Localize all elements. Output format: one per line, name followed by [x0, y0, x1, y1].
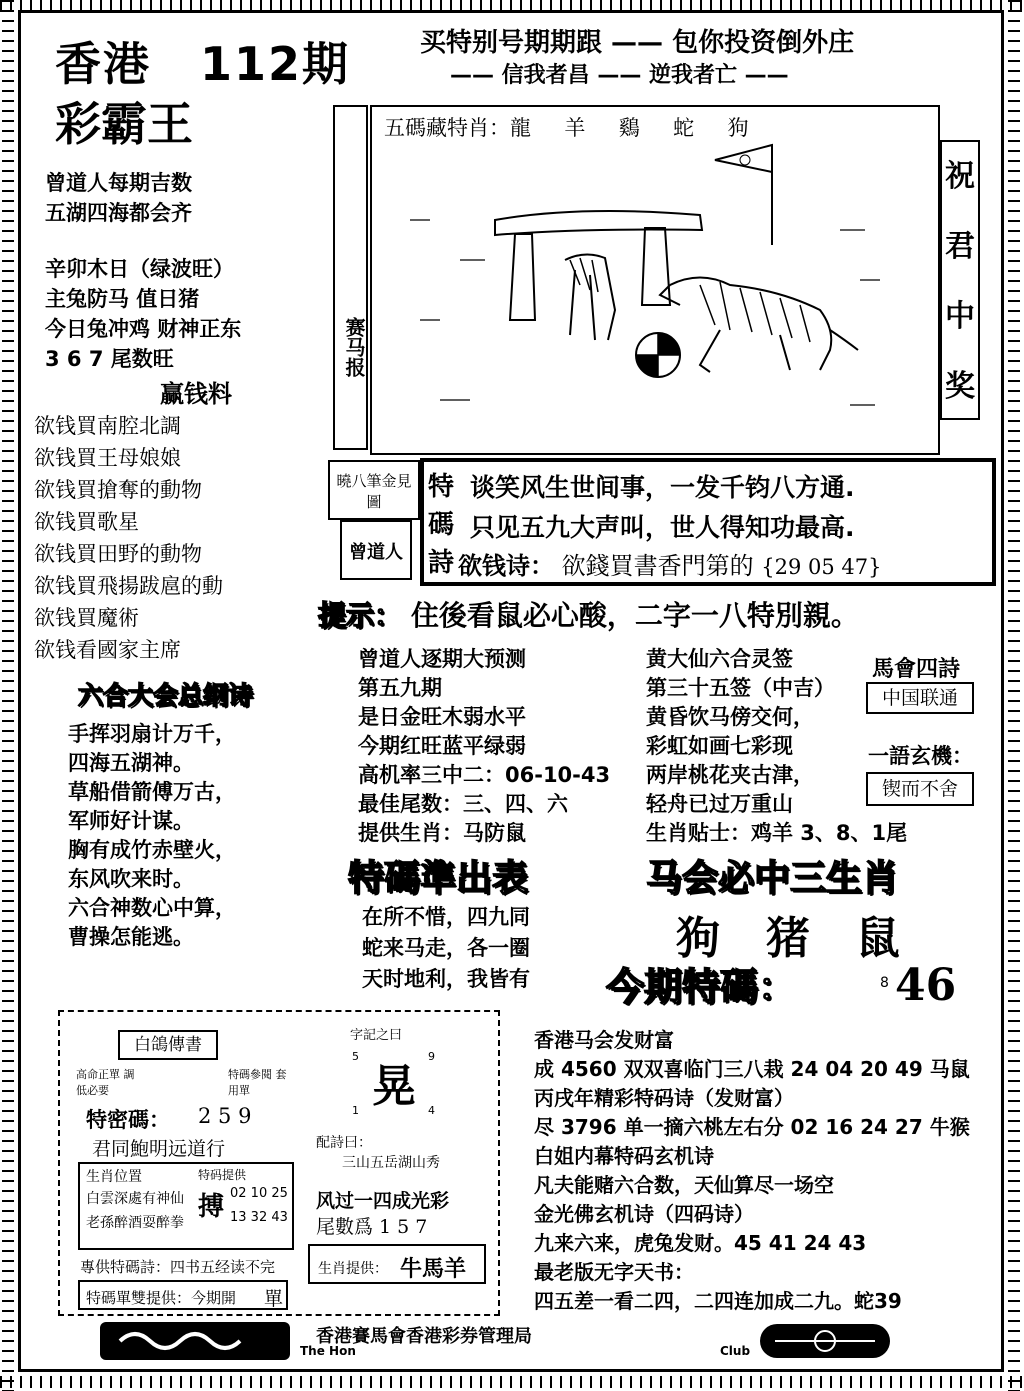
slogan-line-2: —— 信我者昌 —— 逆我者亡 ——: [450, 63, 789, 88]
wts-line: 黄昏饮马傍交何，: [646, 705, 814, 729]
win-item: 欲钱買田野的動物: [34, 542, 202, 566]
side-right-char: 中: [945, 299, 975, 334]
three-zodiac-animals: 狗 猪 鼠: [676, 913, 900, 964]
general-poem-line: 六合神数心中算，: [68, 896, 236, 920]
word-num: 9: [428, 1050, 435, 1063]
poem-tag: 碼: [428, 510, 455, 540]
general-poem-line: 军师好计谋。: [68, 809, 194, 833]
special-table: [362, 902, 530, 995]
win-item: 欲钱買魔術: [34, 606, 139, 630]
side-right-bar: [940, 140, 980, 420]
crane-block-value: 單: [264, 1288, 284, 1310]
prediction-line: 提供生肖：马防鼠: [358, 821, 526, 845]
win-item: 欲钱買南腔北調: [34, 414, 181, 438]
side-right-text: [942, 142, 978, 422]
intro-line: 曾道人每期吉数: [45, 171, 192, 195]
crane-zodiac-line: 白雲深處有神仙: [86, 1191, 184, 1207]
hk-jockey: [534, 1026, 970, 1316]
crane-zodiac-label: 生肖位置: [86, 1169, 142, 1185]
mystery-text: 锲而不舍: [866, 772, 974, 806]
footer-logo-right-icon: [760, 1324, 890, 1358]
crane-block-label: 特碼單雙提供：今期開: [86, 1289, 237, 1307]
crane-wind: 风过一四成光彩: [316, 1190, 450, 1212]
intro-line: 五湖四海都会齐: [45, 201, 192, 225]
general-poem: [68, 720, 236, 952]
zebra-illustration: [380, 110, 940, 450]
footer-org: 香港賽馬會香港彩券管理局: [316, 1326, 532, 1347]
stamp-top: 曉八筆金見圖: [328, 460, 420, 520]
wts-line: 黄大仙六合灵签: [646, 647, 793, 671]
hk-line: 四五差一看二四，二四连加成二九。蛇39: [534, 1289, 902, 1313]
poem4-text: 中国联通: [866, 682, 974, 714]
slogan-line-1: 买特别号期期跟 —— 包你投资倒外庄: [420, 28, 855, 58]
crane-zodiac-line: 老孫醉酒耍醉拳: [86, 1215, 184, 1231]
three-zodiac-title: 马会必中三生肖: [646, 858, 899, 899]
win-item: 欲钱買飛揚跋扈的動: [34, 574, 223, 598]
crane-right-note: 特碼參閱 套用單: [228, 1068, 287, 1097]
hint-text: 住後看鼠必心酸，二字一八特別親。: [410, 599, 859, 632]
right-border-dashes: [1008, 0, 1020, 1391]
zodiac-provide-label: 生肖提供：: [318, 1261, 388, 1277]
issue-special-num: 46: [895, 960, 957, 1011]
win-item: 欲钱買王母娘娘: [34, 446, 181, 470]
poem-line-3: [458, 546, 882, 581]
hint-line: [318, 594, 859, 634]
bottom-border-dashes: [0, 1376, 1024, 1388]
prediction-line: 最佳尾数：三、四、六: [358, 792, 568, 816]
crane-special-char: 搏: [198, 1192, 225, 1222]
wts-line: 轻舟已过万重山: [646, 792, 793, 816]
general-poem-line: 胸有成竹赤壁火，: [68, 838, 236, 862]
general-poem-line: 曹操怎能逃。: [68, 925, 194, 949]
general-poem-line: 四海五湖神。: [68, 751, 194, 775]
footer-logo-left: [100, 1322, 290, 1360]
general-poem-line: 草船借箭傅万古，: [68, 780, 236, 804]
day-info-line: 辛卯木日（绿波旺）: [45, 257, 234, 281]
header-subtitle: 彩霸王: [55, 97, 193, 151]
win-section-list: [34, 410, 223, 666]
hk-line: 金光佛玄机诗（四码诗）: [534, 1202, 754, 1226]
prediction-line: 高机率三中二：06-10-43: [358, 763, 611, 787]
prediction-line: 第五九期: [358, 676, 442, 700]
match-poem: 三山五岳湖山秀: [342, 1155, 440, 1171]
day-info-line: 主兔防马 值日猪: [45, 287, 200, 311]
day-info-line: 今日兔冲鸡 财神正东: [45, 317, 242, 341]
poem-tags: [428, 468, 454, 582]
crane-special-nums: 02 10 25: [230, 1186, 288, 1201]
side-right-char: 君: [945, 229, 975, 264]
crane-special-nums: 13 32 43: [230, 1210, 288, 1225]
poem-line-3-text: 欲錢買書香門第的: [561, 552, 754, 580]
general-poem-line: 东风吹来时。: [68, 867, 194, 891]
special-table-title: 特碼準出表: [348, 858, 529, 899]
side-left-bar: [333, 105, 368, 450]
poem-line-3-label: 欲钱诗：: [458, 552, 554, 580]
poem-tag: 特: [428, 472, 455, 502]
poem4-title: 馬會四詩: [872, 656, 961, 682]
general-poem-title: 六合大会总纲诗: [78, 681, 254, 710]
footer-eng-left: The Hon: [300, 1344, 356, 1358]
footer-eng-right: Club: [720, 1344, 751, 1358]
picture-caption: 五碼藏特肖：龍 羊 鷄 蛇 狗: [384, 116, 749, 140]
match-label: 配詩曰：: [316, 1135, 372, 1151]
side-right-char: 祝: [945, 159, 975, 194]
wts-line: 两岸桃花夹古津，: [646, 763, 814, 787]
crane-secret-poem: 君同鮑明远道行: [92, 1138, 226, 1160]
footer-logo-right: [760, 1324, 890, 1358]
hk-line: 成 4560 双双喜临门三八栽 24 04 20 49 马鼠: [534, 1057, 970, 1081]
header-issue: 112期: [200, 37, 351, 91]
day-info: [45, 254, 241, 374]
left-border-dashes: [2, 0, 14, 1391]
mystery-title: 一語玄機：: [868, 743, 973, 768]
poem-line-1: 谈笑风生世间事，一发千钧八方通.: [470, 473, 855, 502]
special-table-line: 在所不惜，四九同: [362, 905, 530, 929]
zodiac-provide-value: 牛馬羊: [400, 1256, 467, 1282]
win-item: 欲钱買搶奪的動物: [34, 478, 202, 502]
crane-tail: 尾數爲 1 5 7: [316, 1216, 428, 1238]
wts-line: 第三十五签（中吉）: [646, 676, 835, 700]
special-table-line: 天时地利，我皆有: [362, 967, 530, 991]
general-poem-line: 手挥羽扇计万千，: [68, 722, 236, 746]
wts-line: 彩虹如画七彩现: [646, 734, 793, 758]
word-num: 1: [352, 1104, 359, 1117]
wts-line: 生肖贴士：鸡羊 3、8、1尾: [646, 821, 908, 845]
zodiac-provide-box: [308, 1244, 486, 1284]
hk-line: 丙戌年精彩特码诗（发财富）: [534, 1086, 794, 1110]
word-num: 5: [352, 1050, 359, 1063]
crane-left-note: 高命正單 調低必要: [76, 1068, 135, 1097]
crane-title: 白鴿傳書: [118, 1030, 218, 1060]
word-char: 晃: [372, 1061, 416, 1112]
hk-line: 香港马会发财富: [534, 1028, 674, 1052]
crane-exclusive: 專供特碼詩：四书五经读不完: [80, 1258, 276, 1276]
issue-special-num-small: 8: [880, 975, 889, 991]
stamp-bottom: 曾道人: [340, 520, 412, 580]
prediction-line: 曾道人逐期大预测: [358, 647, 526, 671]
crane-block-box: [78, 1280, 288, 1310]
word-label: 字記之曰: [350, 1028, 403, 1043]
prediction: [358, 645, 610, 848]
win-section-title: 赢钱料: [160, 379, 232, 408]
special-table-line: 蛇来马走，各一圈: [362, 936, 530, 960]
word-num: 4: [428, 1104, 435, 1117]
poem-tag: 詩: [428, 548, 455, 578]
hk-line: 九来六来，虎兔发财。45 41 24 43: [534, 1231, 867, 1255]
poem-line-3-nums: {29 05 47}: [761, 555, 882, 579]
crane-secret-label: 特密碼：: [86, 1107, 170, 1132]
win-item: 欲钱看國家主席: [34, 638, 181, 662]
issue-special-label: 今期特碼：: [606, 965, 797, 1009]
side-right-char: 奖: [945, 369, 975, 404]
hk-line: 白姐内幕特码玄机诗: [534, 1144, 714, 1168]
hk-line: 尽 3796 单一摘六桃左右分 02 16 24 27 牛猴: [534, 1115, 970, 1139]
side-left-text: 赛马报: [342, 317, 366, 377]
hint-label: 提示：: [318, 599, 403, 632]
left-intro: [45, 168, 192, 228]
header-brand: 香港: [55, 37, 151, 91]
hk-line: 凡夫能赌六合数，天仙算尽一场空: [534, 1173, 834, 1197]
crane-secret-nums: 2 5 9: [198, 1104, 252, 1128]
prediction-line: 是日金旺木弱水平: [358, 705, 526, 729]
day-info-line: 3 6 7 尾数旺: [45, 347, 174, 371]
crane-special-label: 特码提供: [198, 1168, 247, 1182]
poem-line-2: 只见五九大声叫，世人得知功最高.: [470, 513, 855, 542]
footer-logo-left-icon: [100, 1322, 290, 1360]
hk-line: 最老版无字天书：: [534, 1260, 694, 1284]
win-item: 欲钱買歌星: [34, 510, 139, 534]
prediction-line: 今期红旺蓝平绿弱: [358, 734, 526, 758]
